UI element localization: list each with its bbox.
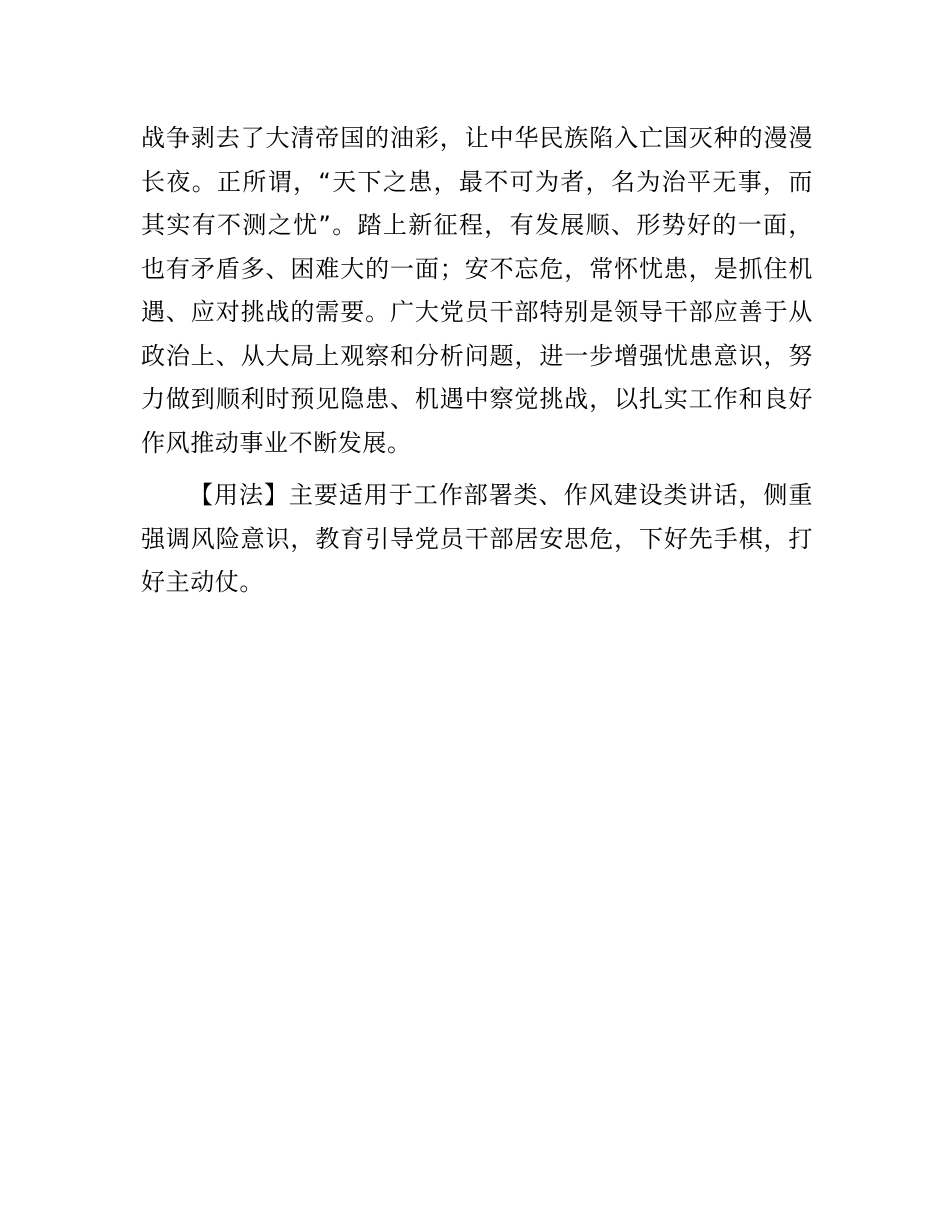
body-text	[141, 117, 813, 605]
paragraph-1: 战争剥去了大清帝国的油彩，让中华民族陷入亡国灭种的漫漫长夜。正所谓，“天下之患，最不可为者，名为治平无事，而其实有不测之忧”。踏上新征程，有发展顺、形势好的一面，也有矛盾多、困难大的一面；安不忘危，常怀忧患，是抓住机遇、应对挑战的需要。广大党员干部特别是领导干部应善于从政治上、从大局上观察和分析问题，进一步增强忧患意识，努力做到顺利时预见隐患、机遇中察觉挑战，以扎实工作和良好作风推动事业不断发展。	[141, 124, 813, 457]
paragraph-2-usage: 【用法】主要适用于工作部署类、作风建设类讲话，侧重强调风险意识，教育引导党员干部居安思危，下好先手棋，打好主动仗。	[141, 481, 813, 596]
